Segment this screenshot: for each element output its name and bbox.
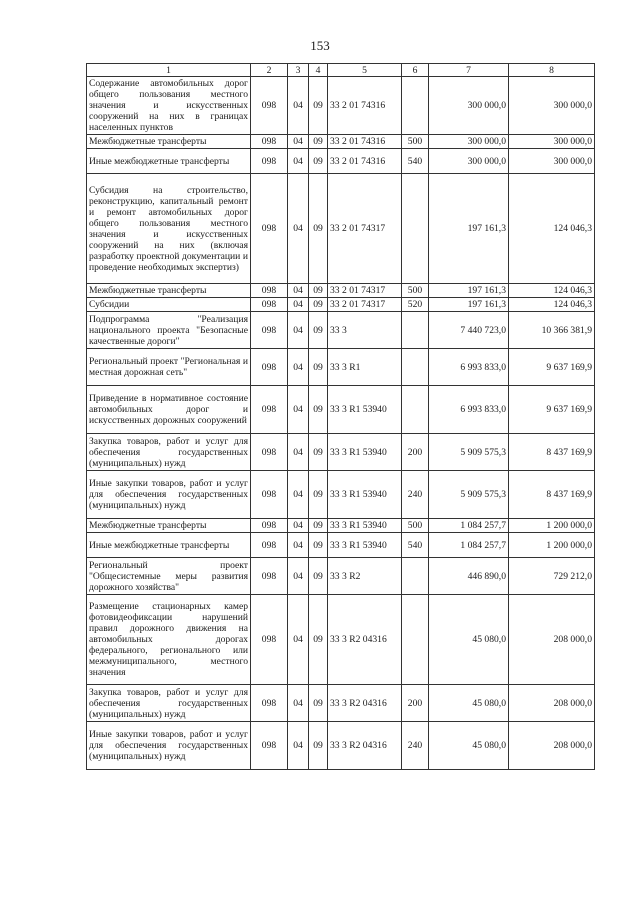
cell-target-article: 33 2 01 74316 bbox=[328, 135, 402, 149]
cell-section: 04 bbox=[288, 558, 309, 595]
cell-ministry: 098 bbox=[251, 312, 288, 349]
cell-section: 04 bbox=[288, 471, 309, 519]
table-row bbox=[87, 558, 595, 595]
table-row bbox=[87, 434, 595, 471]
cell-amount-2: 300 000,0 bbox=[509, 135, 595, 149]
cell-section: 04 bbox=[288, 386, 309, 434]
cell-ministry: 098 bbox=[251, 284, 288, 298]
cell-target-article: 33 3 R1 53940 bbox=[328, 533, 402, 558]
cell-section: 04 bbox=[288, 685, 309, 722]
cell-subsection: 09 bbox=[309, 386, 328, 434]
cell-ministry: 098 bbox=[251, 722, 288, 770]
cell-ministry: 098 bbox=[251, 471, 288, 519]
row-name: Субсидии bbox=[87, 298, 251, 312]
table-row bbox=[87, 533, 595, 558]
cell-expense-type bbox=[402, 312, 429, 349]
cell-subsection: 09 bbox=[309, 595, 328, 685]
row-name: Иные межбюджетные трансферты bbox=[87, 149, 251, 174]
cell-target-article: 33 3 R2 04316 bbox=[328, 685, 402, 722]
cell-ministry: 098 bbox=[251, 685, 288, 722]
cell-section: 04 bbox=[288, 298, 309, 312]
cell-subsection: 09 bbox=[309, 149, 328, 174]
table-row bbox=[87, 595, 595, 685]
cell-ministry: 098 bbox=[251, 135, 288, 149]
cell-amount-2: 208 000,0 bbox=[509, 595, 595, 685]
row-name: Межбюджетные трансферты bbox=[87, 135, 251, 149]
table-row bbox=[87, 149, 595, 174]
row-name: Закупка товаров, работ и услуг для обеспечения государственных (муниципальных) нужд bbox=[87, 685, 251, 722]
cell-ministry: 098 bbox=[251, 77, 288, 135]
cell-subsection: 09 bbox=[309, 312, 328, 349]
table-row bbox=[87, 135, 595, 149]
cell-target-article: 33 2 01 74317 bbox=[328, 284, 402, 298]
cell-subsection: 09 bbox=[309, 135, 328, 149]
cell-subsection: 09 bbox=[309, 471, 328, 519]
row-name: Иные закупки товаров, работ и услуг для обеспечения государственных (муниципальных) нужд bbox=[87, 471, 251, 519]
cell-target-article: 33 3 bbox=[328, 312, 402, 349]
cell-target-article: 33 3 R1 53940 bbox=[328, 471, 402, 519]
cell-subsection: 09 bbox=[309, 434, 328, 471]
cell-section: 04 bbox=[288, 595, 309, 685]
col-header-4: 4 bbox=[309, 64, 328, 77]
cell-amount-1: 45 080,0 bbox=[429, 685, 509, 722]
cell-section: 04 bbox=[288, 722, 309, 770]
col-header-3: 3 bbox=[288, 64, 309, 77]
cell-amount-1: 300 000,0 bbox=[429, 135, 509, 149]
cell-amount-2: 300 000,0 bbox=[509, 77, 595, 135]
cell-expense-type: 240 bbox=[402, 471, 429, 519]
cell-subsection: 09 bbox=[309, 174, 328, 284]
col-header-8: 8 bbox=[509, 64, 595, 77]
cell-amount-1: 6 993 833,0 bbox=[429, 386, 509, 434]
cell-amount-1: 45 080,0 bbox=[429, 595, 509, 685]
cell-amount-1: 7 440 723,0 bbox=[429, 312, 509, 349]
row-name: Иные закупки товаров, работ и услуг для обеспечения государственных (муниципальных) нужд bbox=[87, 722, 251, 770]
cell-expense-type: 520 bbox=[402, 298, 429, 312]
cell-amount-2: 8 437 169,9 bbox=[509, 471, 595, 519]
cell-amount-2: 124 046,3 bbox=[509, 174, 595, 284]
cell-amount-2: 208 000,0 bbox=[509, 685, 595, 722]
cell-target-article: 33 2 01 74317 bbox=[328, 174, 402, 284]
cell-expense-type: 500 bbox=[402, 519, 429, 533]
cell-target-article: 33 3 R2 04316 bbox=[328, 722, 402, 770]
cell-ministry: 098 bbox=[251, 533, 288, 558]
col-header-1: 1 bbox=[87, 64, 251, 77]
cell-ministry: 098 bbox=[251, 558, 288, 595]
cell-expense-type: 540 bbox=[402, 149, 429, 174]
row-name: Межбюджетные трансферты bbox=[87, 519, 251, 533]
cell-subsection: 09 bbox=[309, 77, 328, 135]
cell-section: 04 bbox=[288, 284, 309, 298]
cell-expense-type bbox=[402, 174, 429, 284]
cell-subsection: 09 bbox=[309, 722, 328, 770]
row-name: Содержание автомобильных дорог общего пользования местного значения и искусственных сооружений на них в границах населенных пунктов bbox=[87, 77, 251, 135]
cell-subsection: 09 bbox=[309, 558, 328, 595]
cell-ministry: 098 bbox=[251, 298, 288, 312]
cell-section: 04 bbox=[288, 349, 309, 386]
cell-subsection: 09 bbox=[309, 533, 328, 558]
budget-table bbox=[86, 63, 595, 770]
row-name: Подпрограмма "Реализация национального проекта "Безопасные качественные дороги" bbox=[87, 312, 251, 349]
cell-amount-2: 9 637 169,9 bbox=[509, 386, 595, 434]
cell-expense-type bbox=[402, 558, 429, 595]
cell-subsection: 09 bbox=[309, 298, 328, 312]
row-name: Приведение в нормативное состояние автомобильных дорог и искусственных дорожных сооружений bbox=[87, 386, 251, 434]
cell-ministry: 098 bbox=[251, 149, 288, 174]
cell-amount-2: 208 000,0 bbox=[509, 722, 595, 770]
cell-amount-2: 1 200 000,0 bbox=[509, 533, 595, 558]
cell-ministry: 098 bbox=[251, 519, 288, 533]
col-header-5: 5 bbox=[328, 64, 402, 77]
col-header-2: 2 bbox=[251, 64, 288, 77]
cell-subsection: 09 bbox=[309, 349, 328, 386]
cell-section: 04 bbox=[288, 77, 309, 135]
row-name: Региональный проект "Региональная и местная дорожная сеть" bbox=[87, 349, 251, 386]
cell-section: 04 bbox=[288, 312, 309, 349]
cell-section: 04 bbox=[288, 533, 309, 558]
cell-expense-type bbox=[402, 386, 429, 434]
cell-subsection: 09 bbox=[309, 519, 328, 533]
cell-subsection: 09 bbox=[309, 685, 328, 722]
cell-expense-type: 240 bbox=[402, 722, 429, 770]
row-name: Иные межбюджетные трансферты bbox=[87, 533, 251, 558]
cell-expense-type bbox=[402, 595, 429, 685]
row-name: Региональный проект "Общесистемные меры развития дорожного хозяйства" bbox=[87, 558, 251, 595]
table-row bbox=[87, 349, 595, 386]
cell-amount-2: 124 046,3 bbox=[509, 298, 595, 312]
cell-expense-type: 200 bbox=[402, 685, 429, 722]
page-number: 153 bbox=[310, 38, 330, 53]
row-name: Межбюджетные трансферты bbox=[87, 284, 251, 298]
cell-amount-1: 1 084 257,7 bbox=[429, 533, 509, 558]
cell-target-article: 33 2 01 74316 bbox=[328, 149, 402, 174]
cell-amount-2: 9 637 169,9 bbox=[509, 349, 595, 386]
cell-amount-1: 5 909 575,3 bbox=[429, 471, 509, 519]
cell-amount-1: 197 161,3 bbox=[429, 174, 509, 284]
cell-ministry: 098 bbox=[251, 595, 288, 685]
row-name: Закупка товаров, работ и услуг для обеспечения государственных (муниципальных) нужд bbox=[87, 434, 251, 471]
header-row bbox=[87, 64, 595, 77]
cell-target-article: 33 2 01 74316 bbox=[328, 77, 402, 135]
table-row bbox=[87, 77, 595, 135]
cell-amount-1: 197 161,3 bbox=[429, 284, 509, 298]
table-row bbox=[87, 519, 595, 533]
cell-expense-type bbox=[402, 77, 429, 135]
table-row bbox=[87, 386, 595, 434]
cell-target-article: 33 3 R1 53940 bbox=[328, 386, 402, 434]
cell-section: 04 bbox=[288, 519, 309, 533]
cell-expense-type: 500 bbox=[402, 284, 429, 298]
cell-amount-1: 45 080,0 bbox=[429, 722, 509, 770]
table-row bbox=[87, 312, 595, 349]
cell-section: 04 bbox=[288, 135, 309, 149]
cell-amount-1: 1 084 257,7 bbox=[429, 519, 509, 533]
col-header-7: 7 bbox=[429, 64, 509, 77]
cell-expense-type bbox=[402, 349, 429, 386]
table-row bbox=[87, 284, 595, 298]
row-name: Размещение стационарных камер фотовидеофиксации нарушений правил дорожного движения на автомобильных дорогах федерального, регионального или межмуниципального, местного значения bbox=[87, 595, 251, 685]
cell-amount-2: 729 212,0 bbox=[509, 558, 595, 595]
cell-amount-2: 1 200 000,0 bbox=[509, 519, 595, 533]
cell-ministry: 098 bbox=[251, 174, 288, 284]
cell-amount-2: 124 046,3 bbox=[509, 284, 595, 298]
cell-target-article: 33 2 01 74317 bbox=[328, 298, 402, 312]
cell-expense-type: 540 bbox=[402, 533, 429, 558]
row-name: Субсидия на строительство, реконструкцию, капитальный ремонт и ремонт автомобильных дорог общего пользования местного значения и искусственных сооружений на них (включая разработку проектной документации и проведение необходимых экспертиз) bbox=[87, 174, 251, 284]
table-row bbox=[87, 722, 595, 770]
cell-target-article: 33 3 R1 53940 bbox=[328, 434, 402, 471]
cell-amount-1: 197 161,3 bbox=[429, 298, 509, 312]
cell-amount-1: 6 993 833,0 bbox=[429, 349, 509, 386]
table-row bbox=[87, 471, 595, 519]
cell-amount-1: 300 000,0 bbox=[429, 149, 509, 174]
table-row bbox=[87, 685, 595, 722]
cell-section: 04 bbox=[288, 174, 309, 284]
cell-target-article: 33 3 R2 bbox=[328, 558, 402, 595]
cell-amount-2: 10 366 381,9 bbox=[509, 312, 595, 349]
cell-ministry: 098 bbox=[251, 349, 288, 386]
cell-target-article: 33 3 R1 53940 bbox=[328, 519, 402, 533]
cell-ministry: 098 bbox=[251, 434, 288, 471]
cell-ministry: 098 bbox=[251, 386, 288, 434]
cell-subsection: 09 bbox=[309, 284, 328, 298]
cell-amount-1: 5 909 575,3 bbox=[429, 434, 509, 471]
cell-section: 04 bbox=[288, 149, 309, 174]
cell-target-article: 33 3 R2 04316 bbox=[328, 595, 402, 685]
cell-expense-type: 200 bbox=[402, 434, 429, 471]
cell-section: 04 bbox=[288, 434, 309, 471]
cell-amount-2: 8 437 169,9 bbox=[509, 434, 595, 471]
cell-amount-2: 300 000,0 bbox=[509, 149, 595, 174]
cell-expense-type: 500 bbox=[402, 135, 429, 149]
cell-amount-1: 300 000,0 bbox=[429, 77, 509, 135]
cell-amount-1: 446 890,0 bbox=[429, 558, 509, 595]
cell-target-article: 33 3 R1 bbox=[328, 349, 402, 386]
col-header-6: 6 bbox=[402, 64, 429, 77]
table-row bbox=[87, 298, 595, 312]
table-row bbox=[87, 174, 595, 284]
